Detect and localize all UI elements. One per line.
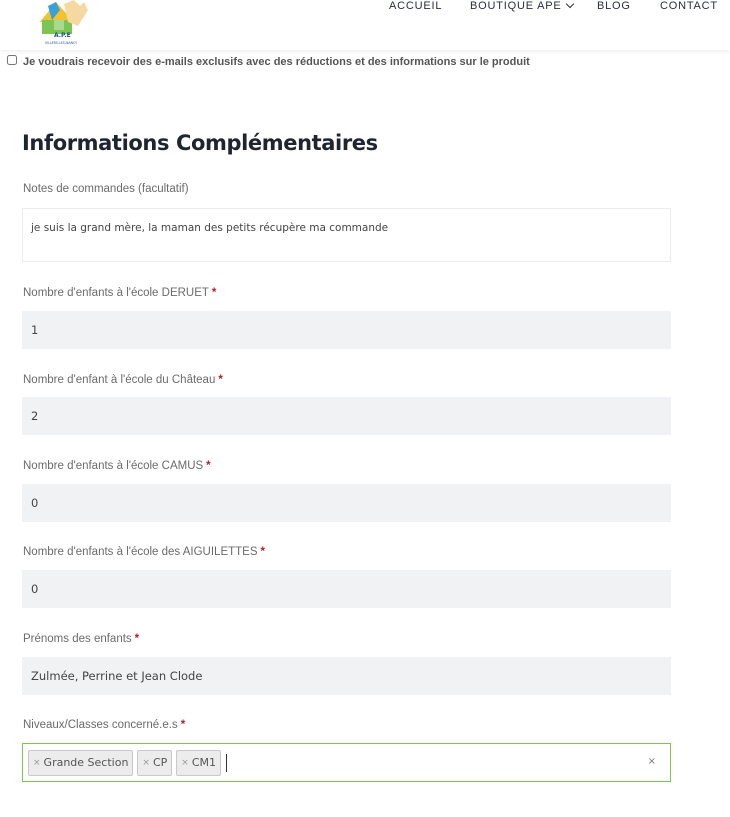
selected-tag — [137, 750, 172, 776]
aiguilettes-label — [23, 546, 265, 558]
niveaux-label — [23, 719, 185, 731]
nav-boutique-ape[interactable] — [470, 0, 573, 12]
required-marker: * — [180, 719, 186, 731]
required-marker: * — [260, 546, 265, 558]
deruet-label-text: Nombre d'enfants à l'école DERUET — [23, 287, 209, 299]
required-marker: * — [218, 374, 223, 386]
aiguilettes-label-text: Nombre d'enfants à l'école des AIGUILETTES — [23, 546, 258, 558]
section-title: Informations Complémentaires — [22, 131, 378, 155]
chateau-label-text: Nombre d'enfant à l'école du Château — [23, 374, 216, 386]
required-marker: * — [211, 287, 217, 299]
aiguilettes-count-input[interactable]: 0 — [22, 570, 671, 608]
chevron-down-icon — [565, 0, 573, 8]
remove-tag-icon[interactable]: × — [142, 757, 150, 768]
required-marker: * — [134, 633, 140, 645]
newsletter-label: Je voudrais recevoir des e-mails exclusifs avec des réductions et des informations sur le produit — [23, 56, 530, 68]
deruet-label — [23, 287, 216, 299]
newsletter-checkbox[interactable] — [7, 55, 17, 65]
chateau-label — [23, 374, 223, 386]
prenoms-label — [23, 633, 139, 645]
camus-label — [23, 460, 211, 472]
nav-accueil[interactable]: ACCUEIL — [389, 0, 443, 12]
remove-tag-icon[interactable]: × — [33, 757, 41, 768]
nav-contact[interactable]: CONTACT — [660, 0, 718, 12]
svg-text:A.P.E: A.P.E — [54, 32, 71, 39]
prenoms-label-text: Prénoms des enfants — [23, 633, 132, 645]
ape-logo[interactable] — [34, 0, 92, 46]
newsletter-optin[interactable] — [7, 56, 530, 68]
chateau-count-input[interactable]: 2 — [22, 397, 671, 435]
notes-label: Notes de commandes (facultatif) — [23, 183, 189, 195]
remove-tag-icon[interactable]: × — [181, 757, 189, 768]
nav-boutique-label: BOUTIQUE APE — [470, 0, 562, 12]
class-levels-multiselect[interactable] — [22, 743, 671, 782]
niveaux-label-text: Niveaux/Classes concerné.e.s — [23, 719, 178, 731]
svg-text:VILLERS-LES-NANCY: VILLERS-LES-NANCY — [45, 41, 78, 45]
camus-label-text: Nombre d'enfants à l'école CAMUS — [23, 460, 204, 472]
deruet-count-input[interactable]: 1 — [22, 311, 671, 349]
tag-label: Grande Section — [43, 756, 129, 769]
tag-label: CP — [152, 756, 168, 769]
clear-all-icon[interactable]: × — [647, 756, 656, 767]
nav-blog[interactable]: BLOG — [597, 0, 631, 12]
order-notes-textarea[interactable]: je suis la grand mère, la maman des petits récupère ma commande — [22, 208, 671, 262]
children-names-input[interactable]: Zulmée, Perrine et Jean Clode — [22, 657, 671, 695]
tag-label: CM1 — [191, 756, 217, 769]
text-cursor[interactable] — [226, 754, 227, 772]
camus-count-input[interactable]: 0 — [22, 484, 671, 522]
required-marker: * — [206, 460, 211, 472]
selected-tag — [28, 750, 133, 776]
selected-tag — [176, 750, 221, 776]
site-header — [0, 0, 730, 50]
